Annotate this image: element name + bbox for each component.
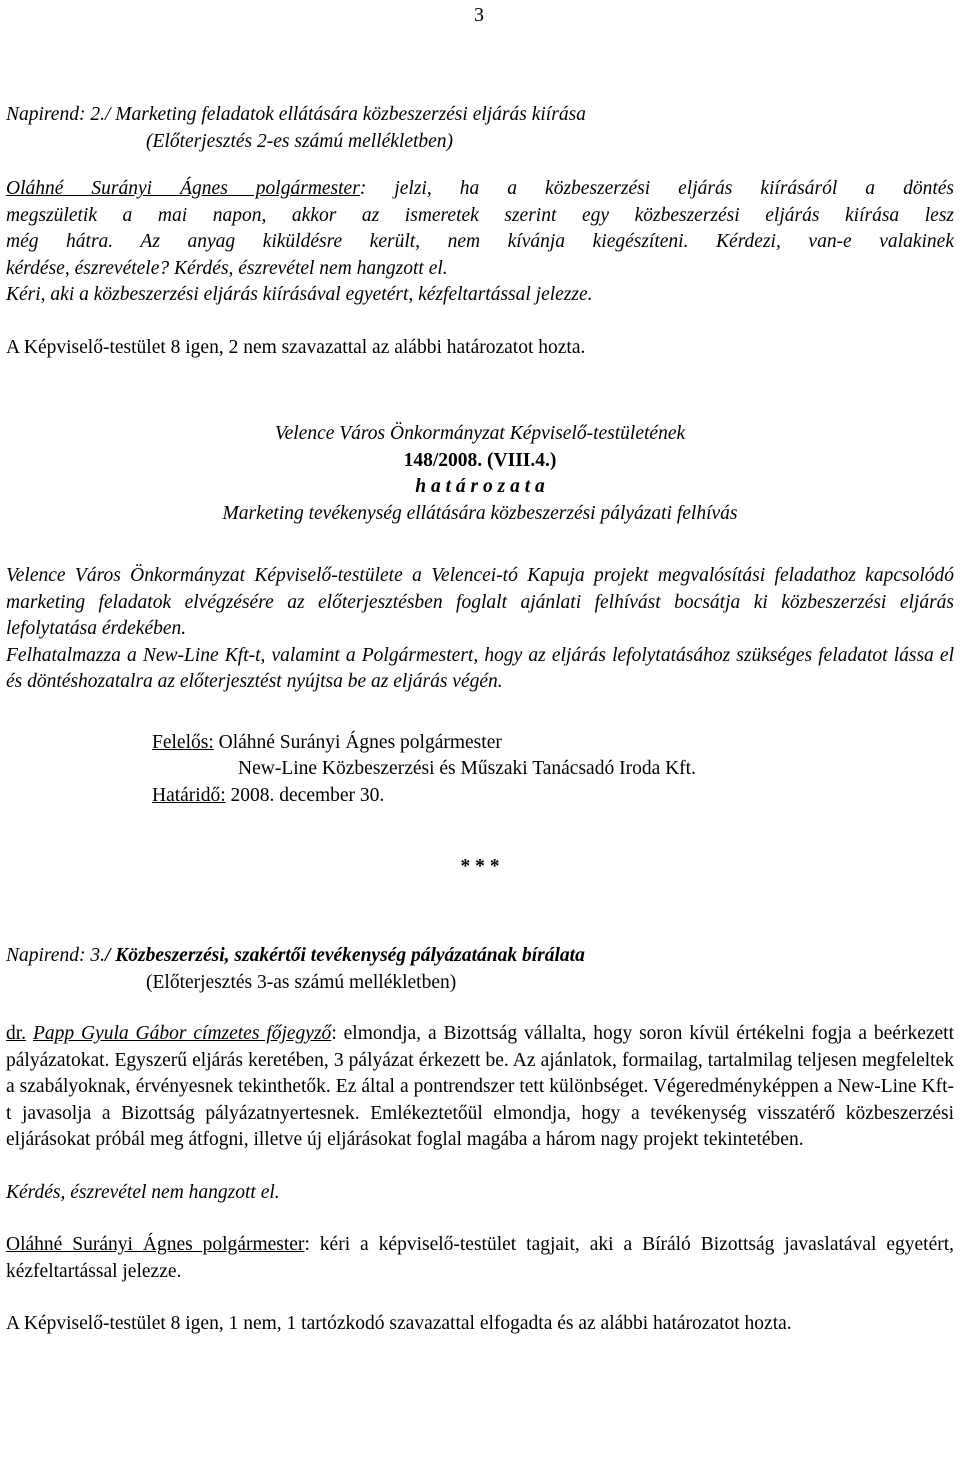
deadline-label: Határidő: [152, 784, 226, 806]
agenda-3-heading [6, 943, 954, 970]
responsible-label: Felelős: [152, 731, 214, 753]
agenda-2-title: / Marketing feladatok ellátására közbeszerzési eljárás kiírása [104, 104, 586, 125]
page-number: 3 [474, 4, 484, 26]
agenda-2-label: Napirend: 2. [6, 104, 105, 125]
speaker-name-2: Papp Gyula Gábor címzetes főjegyző [32, 1023, 332, 1044]
agenda-3-vote-result: A Képviselő-testület 8 igen, 1 nem, 1 tartózkodó szavazattal elfogadta és az alábbi határozatot hozta. [6, 1313, 792, 1334]
agenda-3-speech: dr. Papp Gyula Gábor címzetes főjegyző: elmondja, a Bizottság vállalta, hogy soron kívül értékelni fogja a beérkezett pályázatokat. Egyszerű eljárás keretében, 3 pályázat érkezett be. Az ajánlatok, formailag, tartalmilag teljesen megfeleltek a szabályoknak, érvényesnek tekinthetők. Ez által a pontrendszer tett különbséget. Végeredményképpen a New-Line Kft-t javasolja a Bizottság pályázatnyertesnek. Emlékeztetőül elmondja, hogy a tevékenység visszatérő közbeszerzési eljárásokat próbál meg átfogni, illetve új eljárásokat foglal magába a három nagy projekt tekintetében. [6, 1023, 955, 1150]
responsible-block [6, 730, 954, 810]
speaker-name-3: Oláhné Surányi Ágnes polgármester [6, 1234, 305, 1255]
agenda-2-subheading: (Előterjesztés 2-es számú mellékletben) [146, 130, 454, 152]
resolution-section [6, 421, 954, 809]
responsible-line-2: New-Line Közbeszerzési és Műszaki Tanácsadó Iroda Kft. [238, 758, 696, 779]
agenda-3-speech-2: Oláhné Surányi Ágnes polgármester: kéri a képviselő-testület tagjait, aki a Bíráló Bizottság javaslatával egyetért, kézfeltartással jelezze. [6, 1234, 955, 1282]
agenda-3-section [6, 943, 954, 1338]
speaker-name: Oláhné Surányi Ágnes polgármester [6, 178, 360, 199]
vote-result: A Képviselő-testület 8 igen, 2 nem szavazattal az alábbi határozatot hozta. [6, 336, 586, 358]
agenda-3-subheading: (Előterjesztés 3-as számú mellékletben) [146, 971, 457, 993]
resolution-body-1: Velence Város Önkormányzat Képviselő-testülete a Velencei-tó Kapuja projekt megvalósítási feladathoz kapcsolódó marketing feladatok elvégzésére az előterjesztésben foglalt ajánlati felhívást bocsátja ki közbeszerzési eljárás lefolytatása érdekében. [6, 565, 954, 639]
agenda-2-section [6, 102, 954, 361]
resolution-title: Marketing tevékenység ellátására közbeszerzési pályázati felhívás [222, 502, 738, 524]
speaker-prefix: dr. [6, 1023, 27, 1044]
agenda-2-speech-line-2: megszületik a mai napon, akkor az ismeretek szerint egy közbeszerzési eljárás kiírása lesz [6, 204, 954, 226]
deadline-line: Határidő: 2008. december 30. [152, 784, 385, 806]
agenda-3-label: Napirend: 3. [6, 945, 105, 966]
agenda-2-speech-line-1: Oláhné Surányi Ágnes polgármester: jelzi, ha a közbeszerzési eljárás kiírásáról a döntés [6, 178, 954, 199]
vote-call: Kéri, aki a közbeszerzési eljárás kiírásával egyetért, kézfeltartással jelezze. [6, 284, 593, 305]
resolution-number: 148/2008. (VIII.4.) [403, 449, 557, 471]
agenda-2-speech-line-3: még hátra. Az anyag kiküldésre került, nem kívánja kiegészíteni. Kérdezi, van-e valakinek [6, 231, 954, 252]
resolution-issuer: Velence Város Önkormányzat Képviselő-testületének [274, 423, 686, 444]
agenda-2-heading [6, 102, 954, 129]
no-questions: Kérdés, észrevétel nem hangzott el. [6, 1181, 280, 1203]
resolution-body-2: Felhatalmazza a New-Line Kft-t, valamint a Polgármestert, hogy az eljárás lefolytatásához szükséges feladatot lássa el és döntéshozatalra az előterjesztést nyújtsa be az eljárás végén. [6, 644, 954, 692]
agenda-2-speech-line-4: kérdése, észrevétele? Kérdés, észrevétel nem hangzott el. [6, 257, 448, 279]
responsible-line-1: Felelős: Oláhné Surányi Ágnes polgármester [152, 731, 502, 753]
section-separator: * * * [460, 856, 500, 877]
agenda-3-title: / Közbeszerzési, szakértői tevékenység pályázatának bírálata [104, 945, 585, 966]
resolution-label: h a t á r o z a t a [415, 476, 545, 497]
